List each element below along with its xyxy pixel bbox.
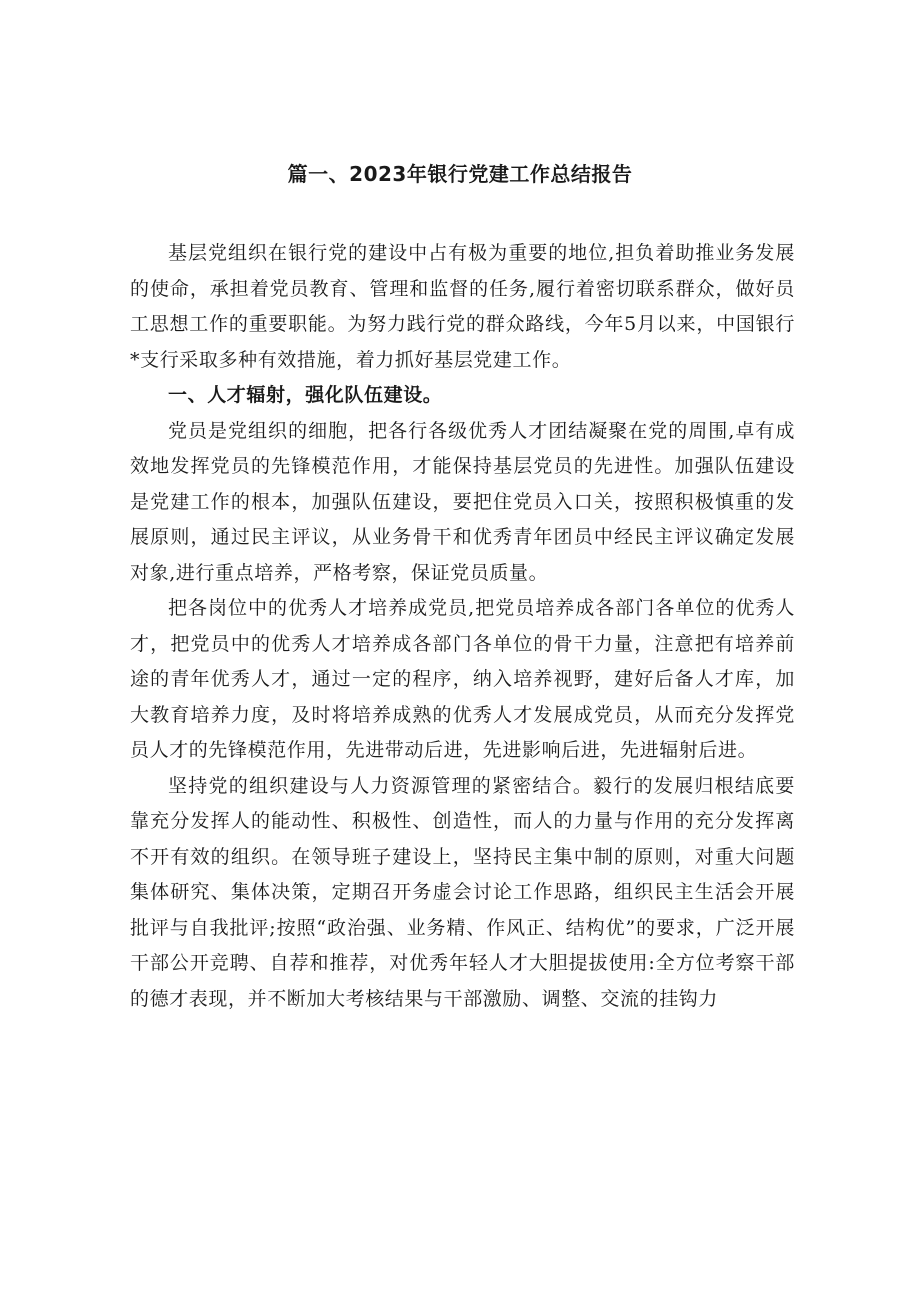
body-paragraph: 党员是党组织的细胞，把各行各级优秀人才团结凝聚在党的周围,卓有成效地发挥党员的先锋模范作用，才能保持基层党员的先进性。加强队伍建设是党建工作的根本，加强队伍建设，要把住党员入口关，按照积极慎重的发展原则，通过民主评议，从业务骨干和优秀青年团员中经民主评议确定发展对象,进行重点培养，严格考察，保证党员质量。 bbox=[130, 419, 795, 584]
intro-paragraph: 基层党组织在银行党的建设中占有极为重要的地位,担负着助推业务发展的使命，承担着党员教育、管理和监督的任务,履行着密切联系群众，做好员工思想工作的重要职能。为努力践行党的群众路线，今年5月以来，中国银行*支行采取多种有效措施，着力抓好基层党建工作。 bbox=[130, 242, 795, 371]
body-paragraph: 坚持党的组织建设与人力资源管理的紧密结合。毅行的发展归根结底要靠充分发挥人的能动性、积极性、创造性，而人的力量与作用的充分发挥离不开有效的组织。在领导班子建设上，坚持民主集中制的原则，对重大问题集体研究、集体决策，定期召开务虚会讨论工作思路，组织民主生活会开展批评与自我批评;按照“政治强、业务精、作风正、结构优”的要求，广泛开展干部公开竞聘、自荐和推荐，对优秀年轻人才大胆提拔使用:全方位考察干部的德才表现，并不断加大考核结果与干部激励、调整、交流的挂钩力 bbox=[130, 774, 795, 1010]
document-title: 篇一、2023年银行党建工作总结报告 bbox=[287, 162, 633, 186]
body-paragraph: 把各岗位中的优秀人才培养成党员,把党员培养成各部门各单位的优秀人才，把党员中的优秀人才培养成各部门各单位的骨干力量，注意把有培养前途的青年优秀人才，通过一定的程序，纳入培养视野，建好后备人才库，加大教育培养力度，及时将培养成熟的优秀人才发展成党员，从而充分发挥党员人才的先锋模范作用，先进带动后进，先进影响后进，先进辐射后进。 bbox=[130, 597, 795, 761]
section-heading: 一、人才辐射，强化队伍建设。 bbox=[168, 384, 443, 406]
document-body bbox=[130, 236, 795, 1017]
